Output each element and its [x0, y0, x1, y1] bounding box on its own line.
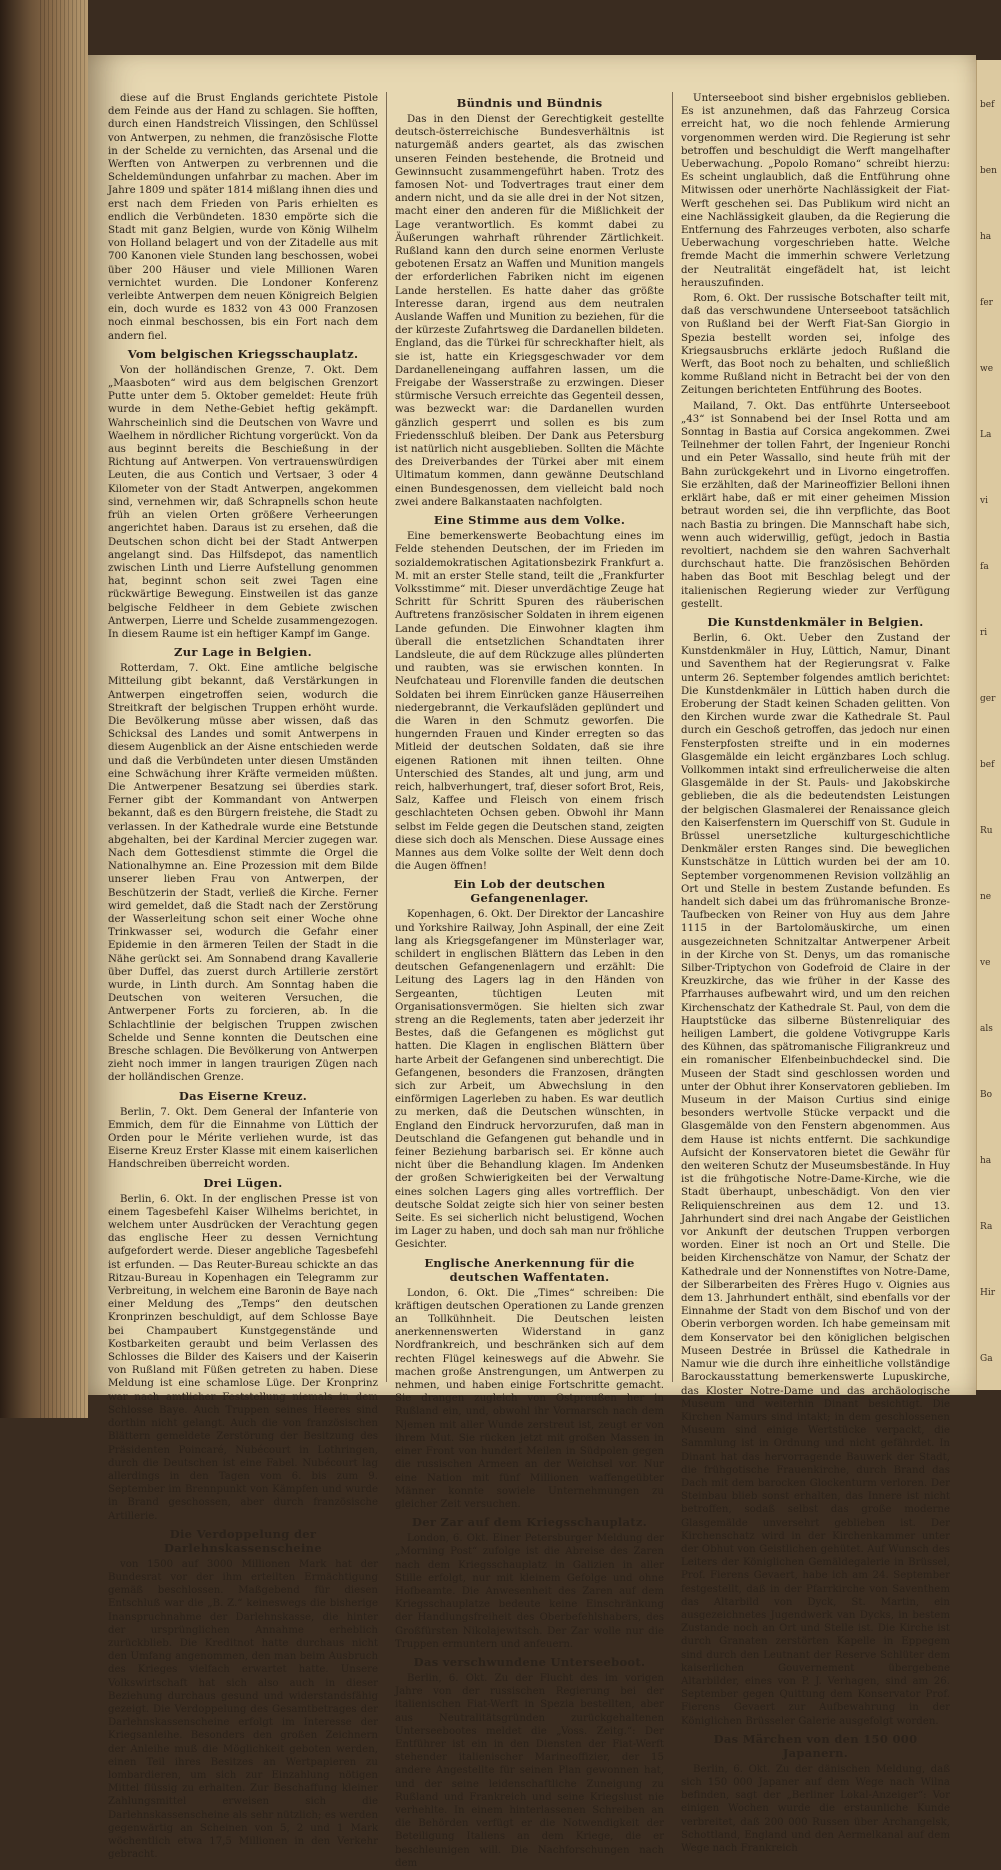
edge-fragment: als	[980, 1024, 993, 1034]
edge-fragment: La	[980, 430, 992, 440]
headline-zar: Der Zar auf dem Kriegsschauplatz.	[411, 1515, 648, 1530]
article-maerchen-japaner: Berlin, 6. Okt. Zu der dänischen Meldung, daß sich 150 000 Japaner auf dem Wege nach Wilna befinden, sagt der „Berliner Lokal-Anzeiger“: Vor einigen Wochen wurde die erstaunliche Kunde verbreitet, daß 200 000 Russen über Archangelsk, Schottland, England und den Aermelkanal auf dem Wege nach Frankreich	[681, 1763, 950, 1854]
headline-unterseeboot: Das verschwundene Unterseeboot.	[413, 1654, 646, 1669]
book-spine	[0, 0, 88, 1418]
article-kunstdenkmaeler: Berlin, 6. Okt. Ueber den Zustand der Kunstdenkmäler in Huy, Lüttich, Namur, Dinant und Saventhem hat der Regierungsrat v. Falke unterm 26. September folgendes amtlich berichtet: Die Kunstdenkmäler in Lüttich haben durch die Eroberung der Stadt keinen Schaden gelitten. Von den Kirchen wurde zwar die Kathedrale St. Paul durch ein Geschoß getroffen, das jedoch nur einen Fensterpfosten streifte und in ein modernes Glasgemälde ein leicht ergänzbares Loch schlug. Vollkommen intakt sind erfreulicherweise die alten Glasgemälde in der St. Pauls- und Jakobskirche geblieben, die als die bedeutendsten Leistungen der belgischen Glasmalerei der Renaissance gleich den Kaiserfenstern im Querschiff von St. Gudule in Brüssel unersetzliche kulturgeschichtliche Denkmäler ersten Ranges sind. Die beweglichen Kunstschätze in Lüttich wurden bei der am 10. September vorgenommenen Revision vollzählig an Ort und Stelle in bestem Zustande befunden. Es handelt sich dabei um das frühromanische Bronze-Taufbecken von Reiner von Huy aus dem Jahre 1115 in der Bartolomäuskirche, um einen ausgezeichneten Schnitzaltar Antwerpener Arbeit in der Kirche von St. Denys, um das romanische Silber-Triptychon von Godefroid de Claire in der Kreuzkirche, das wie früher in der Kasse des Pfarrhauses aufbewahrt wird, und um den reichen Kirchenschatz der Kathedrale St. Paul, von dem die Hauptstücke das silberne Büstenreliquiar des heiligen Lambert, die goldene Votivgruppe Karls des Kühnen, das spätromanische Filigrankreuz und ein romanischer Elfenbeinbuchdeckel sind. Die Museen der Stadt sind geschlossen worden und unter der Obhut ihrer Konservatoren geblieben. Im Museum in der Maison Curtius sind einige besonders wertvolle Stücke verpackt und die Glasgemälde von den Fenstern abgenommen. Aus dem Hause ist nichts entfernt. Die sachkundige Aufsicht der Konservatoren bietet die Gewähr für den weiteren Schutz der Museumsbestände. In Huy ist die frühgotische Notre-Dame-Kirche, wie die Stadt überhaupt, unbeschädigt. Von den vier Reliquienschreinen aus dem 12. und 13. Jahrhundert sind drei nach Angabe der Geistlichen vor Ankunft der deutschen Truppen verborgen worden. Einer ist noch an Ort und Stelle. Die beiden Kirchenschätze von Namur, der Schatz der Kathedrale und der Nonnenstiftes von Notre-Dame, der Silberarbeiten des Frères Hugo v. Oignies aus dem 13. Jahrhundert enthält, sind ebenfalls vor der Einnahme der Stadt von dem Bischof und von der Oberin verborgen worden. Ich habe gemeinsam mit dem Konservator bei den königlichen belgischen Museen Destrée in Brüssel die Kathedrale in Namur wie die durch ihre einheitliche vollständige Barockausstattung bemerkenswerte Lupuskirche, das Kloster Notre-Dame und das archäologische Museum und weiterhin Dinant besichtigt. Die Kirchen Namurs sind intakt; in dem geschlossenen Museum sind einige Wertstücke verpackt, die Sammlung ist in Ordnung und nicht gefährdet. In Dinant hat das hervorragende Bauwerk der Stadt, die frühgotische Frauenkirche, durch Brand das Dach mit dem barocken Glockenturm verloren. Der Steinbau blieb sonst erhalten, das Innere ist nicht betroffen, sodaß selbst das große moderne Glasgemälde unversehrt geblieben ist. Der Kirchenschatz wird in der Kirchenkammer unter der Obhut von Geistlichen gehütet. Auf Wunsch des Leiters der Königlichen Gemäldegalerie in Brüssel, Prof. Fierens Gevaert, habe ich am 24. September festgestellt, daß in der Pfarrkirche von Saventhem das Altarbild von Dyck, St. Martin, ein ausgezeichnetes Jugendwerk van Dycks, in bestem Zustande noch an Ort und Stelle ist. Die Kirche ist durch Granaten zerstörten Kapelle in Eppegem sind durch den Leutnant der Reserve Schlüter dem kaiserlichen Gouvernement übergebene Altarbilder, eines von P. J. Verhagen, sind am 26. September gegen Quittung dem Konservator Prof. Fierens Gevaert zur Aufbewahrung in der Königlichen Brüsseler Galerie ausgefolgt worden.	[681, 632, 950, 1727]
headline-verdoppelung: Die Verdoppelung der Darlehnskassenscheine	[164, 1526, 322, 1555]
edge-fragment: ger	[980, 694, 996, 704]
headline-maerchen-japaner: Das Märchen von den 150 000 Japanern.	[713, 1731, 918, 1760]
edge-fragment: ben	[980, 166, 997, 176]
edge-fragment: ha	[980, 1156, 992, 1166]
edge-fragment: fer	[980, 298, 993, 308]
next-page-edge	[976, 60, 1001, 1390]
headline-lage-belgien: Zur Lage in Belgien.	[174, 645, 312, 660]
article-rom: Rom, 6. Okt. Der russische Botschafter teilt mit, daß das verschwundene Unterseeboot tatsächlich von Rußland bei der Werft Fiat-San Giorgio in Spezia bestellt worden sei, infolge des Kriegsausbruchs erklärte jedoch Rußland die Werft, das Boot noch zu behalten, und schließlich komme Rußland nicht in Betracht bei der von den Zeitungen berichteten Entführung des Bootes.	[681, 293, 950, 397]
article-buendnis: Das in den Dienst der Gerechtigkeit gestellte deutsch-österreichische Bundesverhältnis ist naturgemäß anders geartet, als das zwischen unseren Feinden bestehende, die Brotneid und Gewinnsucht zusammengeführt haben. Trotz des famosen Not- und Todvertrages traut einer dem andern nicht, und da sie alle drei in der Not sitzen, macht einer den anderen für die Mißlichkeit der Lage verantwortlich. Es kommt dabei zu Äußerungen wahrhaft rührender Zärtlichkeit. Rußland kann den durch seine enormen Verluste gebotenen Ersatz an Waffen und Munition mangels der erforderlichen Fabriken nicht im eigenen Lande herstellen. Es hatte daher das größte Interesse daran, irgend aus dem neutralen Auslande Waffen und Munition zu beziehen, für die der kürzeste Zufahrtsweg die Dardanellen bildeten. England, das die Türkei für schreckhafter hielt, als sie ist, hatte ein Kriegsgeschwader vor dem Dardanelleneingang auffahren lassen, um die Freigabe der Wasserstraße zu erzwingen. Dieser stürmische Versuch erreichte das Gegenteil dessen, was bezweckt war: die Dardanellen wurden gänzlich gesperrt und sollen es bis zum Friedensschluß bleiben. Der Dank aus Petersburg ist natürlich nicht ausgeblieben. Sollten die Mächte des Dreiverbandes der Türkei aber mit einem Ultimatum kommen, dann gewänne Deutschland einen Bundesgenossen, dem vielleicht bald noch zwei andere Balkanstaaten nachfolgten.	[395, 114, 664, 508]
edge-fragment: fa	[980, 562, 989, 572]
article-eiserne-kreuz: Berlin, 7. Okt. Dem General der Infanterie von Emmich, dem für die Einnahme von Lüttich der Orden pour le Mérite verliehen wurde, ist das Eiserne Kreuz Erster Klasse mit einem kaiserlichen Handschreiben überreicht worden.	[108, 1106, 378, 1171]
edge-fragment: Ga	[980, 1354, 993, 1364]
headline-kriegsschauplatz: Vom belgischen Kriegsschauplatz.	[127, 346, 359, 361]
article-anerkennung: London, 6. Okt. Die „Times“ schreiben: Die kräftigen deutschen Operationen zu Lande grenzen an Tollkühnheit. Die Deutschen leisten anerkennenswerten Widerstand in ganz Nordfrankreich, und beschränken sich auf dem rechten Flügel keineswegs auf die Abwehr. Sie machen große Anstrengungen, um Antwerpen zu nehmen, und haben einige Fortschritte gemacht. Sie drangen zugleich von Ostpreußen her in Rußland ein, und, obwohl ihr Vormarsch nach dem Njemen mit aller Wunde zerstreut ist, zeugt er von ihrem Mut. Sie rücken jetzt mit großen Massen in einer Front von hundert Meilen in Südpolen gegen die russischen Armeen an der Weichsel vor. Nur eine Nation mit fünf Millionen waffengeübter Männer konnte sowiele Unternehmungen zu gleicher Zeit versuchen.	[395, 1287, 664, 1510]
edge-fragment: Hir	[980, 1288, 996, 1298]
article-verdoppelung: von 1500 auf 3000 Millionen Mark hat der Bundesrat vor der ihm erteilten Ermächtigung gemäß beschlossen. Maßgebend für diesen Entschluß war die „B. Z.“ keineswegs die bisherige Inanspruchnahme der Darlehnskasse, die hinter der ursprünglichen Annahme erheblich zurückblieb. Die Kreditnot hatte durchaus nicht den Umfang angenommen, den man beim Ausbruch des Krieges vielfach erwartet hatte. Unsere Volkswirtschaft hat sich also auch in dieser Beziehung durchaus gesund und widerstandsfähig gezeigt. Die Verdoppelung des Gesamtbetrages der Darlehnskassenscheine erfolgt im Interesse der Kriegsanleihe. Besonders den großen Zeichnern der Anleihe muß die Möglichkeit geboten werden, einen Teil ihres Besitzes an Wertpapieren zu lombardieren, um sich zur Einzahlung nötigen Mittel flüssig zu erhalten. Zur Beschaffung kleiner Zahlungsmittel erweisen sich die Darlehnskassenscheine als sehr nützlich; es werden gegenwärtig an Scheinen von 5, 2 und 1 Mark wöchentlich etwa 17,5 Millionen in den Verkehr gebracht.	[108, 1558, 378, 1861]
article-zar: London, 6. Okt. Einer Petersburger Meldung der „Morning Post“ zufolge ist die Abreise des Zaren nach dem Kriegsschauplatz in Galizien in aller Stille erfolgt, nur mit kleinem Gefolge und ohne Hofbeamte. Die Anwesenheit des Zaren auf dem Kriegsschauplatze bedeute keine Einschränkung der Handlungsfreiheit des Oberbefehlshabers, des Großfürsten Nikolajewitsch. Der Zar wolle nur die Truppen ermuntern und anfeuern.	[395, 1533, 664, 1650]
column-2	[386, 92, 672, 1869]
headline-anerkennung: Englische Anerkennung für die deutschen Waffentaten.	[424, 1255, 635, 1284]
article-antwerpen-history: diese auf die Brust Englands gerichtete Pistole dem Feinde aus der Hand zu schlagen. Sie hofften, durch einen Handstreich Vlissingen, den Schlüssel von Antwerpen, zu nehmen, die französische Flotte in der Schelde zu vernichten, das Arsenal und die Werften von Antwerpen zu verbrennen und die Scheldemündungen unfahrbar zu machen. Aber im Jahre 1809 und später 1814 mißlang ihnen dies und erst nach dem Frieden von Paris erhielten es endlich die Verbündeten. 1830 empörte sich die Stadt mit ganz Belgien, wurde von König Wilhelm von Holland belagert und von der Zitadelle aus mit 700 Kanonen viele Stunden lang beschossen, wobei über 200 Häuser und viele Millionen Waren vernichtet wurden. Die Londoner Konferenz verleibte Antwerpen dem neuen Königreich Belgien ein, doch wurde es 1832 von 43 000 Franzosen noch einmal beschossen, bis ein Fort nach dem andern fiel.	[108, 93, 378, 342]
edge-fragment: we	[980, 364, 994, 374]
article-unterseeboot-cont: Unterseeboot sind bisher ergebnislos geblieben. Es ist anzunehmen, daß das Fahrzeug Corsica erreicht hat, wo die noch fehlende Armierung vorgenommen werden wird. Die Regierung ist sehr betroffen und beschuldigt die Werft mangelhafter Ueberwachung. „Popolo Romano“ schreibt hierzu: Es scheint unglaublich, daß die Entführung ohne Mitwissen oder unerhörte Nachlässigkeit der Fiat-Werft geschehen sei. Das Publikum wird nicht an eine Nachlässigkeit glauben, da die Regierung die Entfernung des Fahrzeuges verboten, also scharfe Ueberwachung vorgeschrieben hatte. Welche fremde Macht die immerhin schwere Verletzung der Neutralität eingefädelt hat, ist leicht herauszufinden.	[681, 93, 950, 289]
article-columns	[100, 92, 960, 1869]
article-drei-luegen: Berlin, 6. Okt. In der englischen Presse ist von einem Tagesbefehl Kaiser Wilhelms berichtet, in welchem unter Ausdrücken der Verachtung gegen das englische Heer zu dessen Vernichtung aufgefordert werde. Dieser angebliche Tagesbefehl ist erfunden. — Das Reuter-Bureau schickte an das Ritzau-Bureau in Kopenhagen ein Telegramm zur Verbreitung, in welchem eine Baronin de Baye nach einer Meldung des „Temps“ den deutschen Kronprinzen beschuldigt, auf dem Schlosse Baye bei Champaubert Kunstgegenstände und Kostbarkeiten geraubt und beim Verlassen des Schlosses die Bilder des Kaisers und der Kaiserin von Rußland mit Füßen getreten zu haben. Diese Meldung ist eine schamlose Lüge. Der Kronprinz war nach amtlicher Feststellung niemals in dem Schlosse Baye. Auch Truppen seines Heeres sind dorthin nicht gelangt. Auch die von französischen Blättern gemeldete Zerstörung der Besitzung des Präsidenten Poincaré, Nubécourt in Lothringen, durch die Deutschen ist eine Fabel. Nubécourt lag allerdings in den Tagen vom 6. bis zum 9. September im Brennpunkt von Kämpfen und wurde in Brand geschossen, aber durch französische Artillerie.	[108, 1193, 378, 1522]
article-unterseeboot: Berlin, 6. Okt. Zu der Flucht des im vorigen Jahre von der russischen Regierung bei der italienischen Fiat-Werft in Spezia bestellten, aber aus Neutralitätsgründen zurückgehaltenen Unterseebootes meldet die „Voss. Zeitg.“: Der Entführer ist ein in den Diensten der Fiat-Werft stehender italienischer Marineoffizier, der 15 andere Angestellte für seinen Plan gewonnen hat, und der seine leidenschaftliche Zuneigung zu Rußland und Frankreich und seine Kriegslust nie verhehlte. In einem hinterlassenen Schreiben an die Behörden verfügt er die Notwendigkeit der Beteiligung Italiens an dem Kriege, die er beschleunigen will. Die Nachforschungen nach dem	[395, 1672, 664, 1869]
edge-fragment: vi	[980, 496, 988, 506]
edge-fragment: Ru	[980, 826, 993, 836]
headline-gefangenenlager: Ein Lob der deutschen Gefangenenlager.	[453, 877, 606, 906]
edge-fragment: bef	[980, 100, 995, 110]
headline-eiserne-kreuz: Das Eiserne Kreuz.	[178, 1088, 308, 1103]
edge-fragment: ri	[980, 628, 988, 638]
article-kriegsschauplatz: Von der holländischen Grenze, 7. Okt. Dem „Maasboten“ wird aus dem belgischen Grenzort Putte unter dem 5. Oktober gemeldet: Heute früh wurde in dem Nethe-Gebiet heftig gekämpft. Wahrscheinlich sind die Deutschen von Wavre und Waelhem in nördlicher Richtung vorgerückt. Von da aus beginnt bereits die Beschießung in der Richtung auf Antwerpen. Von vertrauenswürdigen Leuten, die aus Contich und Vertsaer, 3 oder 4 Kilometer von der Stadt Antwerpen, angekommen sind, vernehmen wir, daß Schrapnells schon heute früh an vielen Orten größere Verheerungen angerichtet haben. Daraus ist zu ersehen, daß die Deutschen schon dicht bei der Stadt Antwerpen angelangt sind. Das Hilfsdepot, das namentlich zwischen Linth und Lierre Aufstellung genommen hat, beginnt schon seit zwei Tagen eine rückwärtige Bewegung. Einstweilen ist das ganze belgische Feldheer in dem Gebiete zwischen Antwerpen, Lierre und Schelde zusammengezogen. In diesem Raume ist ein heftiger Kampf im Gange.	[108, 364, 378, 640]
edge-fragment: ha	[980, 232, 992, 242]
article-stimme-volk: Eine bemerkenswerte Beobachtung eines im Felde stehenden Deutschen, der im Frieden im sozialdemokratischen Agitationsbezirk Frankfurt a. M. mit an erster Stelle stand, teilt die „Frankfurter Volksstimme“ mit. Dieser unverdächtige Zeuge hat Schritt für Schritt Spuren des räuberischen Auftretens französischer Soldaten in ihrem eigenen Lande gefunden. Die Einwohner klagten ihm überall die entsetzlichen Schandtaten ihrer Landsleute, die auf dem Rückzuge alles plünderten und raubten, was sie erwischen konnten. In Neufchateau und Florenville fanden die deutschen Soldaten bei ihrem Einrücken ganze Häuserreihen niedergebrannt, die Verkaufsläden geplündert und die Waren in den Schmutz geworfen. Die hungernden Frauen und Kinder erregten so das Mitleid der deutschen Soldaten, daß sie ihre eigenen Rationen mit ihnen teilten. Ohne Unterschied des Standes, alt und jung, arm und reich, halbverhungert, traf, dieser sofort Brot, Reis, Salz, Kaffee und Fleisch von einem frisch geschlachteten Ochsen geben. Obwohl ihr Mann selbst im Felde gegen die Deutschen stand, zeigten diese sich doch als Menschen. Diese Aussage eines Mannes aus dem Volke sollte der Welt denn doch die Augen öffnen!	[395, 531, 664, 873]
article-lage-belgien: Rotterdam, 7. Okt. Eine amtliche belgische Mitteilung gibt bekannt, daß Verstärkungen in Antwerpen eingetroffen seien, wodurch die Streitkraft der belgischen Truppen erhöht wurde. Die Bevölkerung müsse aber wissen, daß das Schicksal des Landes und somit Antwerpens in diesem Augenblick an der Aisne entschieden werde und daß die Verbündeten unter diesen Umständen eine Schwächung ihrer Kräfte vermeiden müßten. Die Antwerpener Besatzung sei überdies stark. Ferner gibt der Kommandant von Antwerpen bekannt, daß es den Bürgern freistehe, die Stadt zu verlassen. In der Kathedrale wurde eine Betstunde abgehalten, bei der Kardinal Mercier zugegen war. Nach dem Gottesdienst stimmte die Orgel die Nationalhymne an. Eine Prozession mit dem Bilde unserer lieben Frau von Antwerpen, der Beschützerin der Stadt, verließ die Kirche. Ferner wird gemeldet, daß die Stadt nach der Zerstörung der Wasserleitung schon seit einer Woche ohne Trinkwasser sei, wodurch die Gefahr einer Epidemie in den ärmeren Teilen der Stadt in die Nähe gerückt sei. Am Sonnabend drang Kavallerie über Duffel, das zuerst durch Artillerie zerstört wurde, in Linth durch. Am Sonntag haben die Deutschen von weiteren Versuchen, die Antwerpener Forts zu forcieren, ab. In die Schlachtlinie der belgischen Truppen zwischen Schelde und Senne konnten die Deutschen eine Bresche schlagen. Die Bevölkerung von Antwerpen zieht noch immer in langen traurigen Zügen nach der holländischen Grenze.	[108, 663, 378, 1084]
edge-fragment: ve	[980, 958, 991, 968]
article-gefangenenlager: Kopenhagen, 6. Okt. Der Direktor der Lancashire und Yorkshire Railway, John Aspinall, der eine Zeit lang als Kriegsgefangener im Münsterlager war, schildert in englischen Blättern das Leben in den deutschen Gefangenenlagern und erzählt: Die Leitung des Lagers lag in den Händen von Sergeanten, tüchtigen Leuten mit Organisationsvermögen. Sie hielten sich zwar streng an die Reglements, taten aber jederzeit ihr Bestes, daß die Gefangenen es möglichst gut hatten. Die Klagen in englischen Blättern über harte Arbeit der Gefangenen sind unberechtigt. Die Gefangenen, besonders die Franzosen, drängten sich zur Arbeit, um Abwechslung in den einförmigen Lagerleben zu haben. Es war deutlich zu merken, daß die Deutschen wünschten, in England den Eindruck hervorzurufen, daß man in Deutschland die Gefangenen gut behandle und in feiner Beziehung barbarisch sei. Er könne auch nicht über die Behandlung klagen. Im Andenken der großen Schwierigkeiten bei der Verwaltung eines solchen Lagers ging alles vortrefflich. Der deutsche Soldat zeigte sich hier von seiner besten Seite. Es sei sicherlich nicht belustigend, Wochen im Lager zu haben, und doch sah man nur fröhliche Gesichter.	[395, 909, 664, 1251]
edge-fragment: bef	[980, 760, 995, 770]
column-1	[100, 92, 386, 1861]
edge-fragment: Bo	[980, 1090, 993, 1100]
article-mailand: Mailand, 7. Okt. Das entführte Unterseeboot „43“ ist Sonnabend bei der Insel Rotta und am Sonntag in Bastia auf Corsica angekommen. Zwei Teilnehmer der tollen Fahrt, der Ingenieur Ronchi und ein Peter Wassallo, sind heute früh mit der Bahn zurückgekehrt und in Livorno eingetroffen. Sie erzählten, daß der Marineoffizier Belloni ihnen erklärt habe, daß er mit einer geheimen Mission betraut worden sei, die ihn verpflichte, das Boot nach Bastia zu bringen. Die Mannschaft habe sich, wenn auch widerwillig, gefügt, jedoch in Bastia revoltiert, nachdem sie den wahren Sachverhalt durchschaut hatte. Die französischen Behörden haben das Boot mit Beschlag belegt und der italienischen Regierung wieder zur Verfügung gestellt.	[681, 400, 950, 610]
edge-fragment: Ra	[980, 1222, 993, 1232]
headline-stimme-volk: Eine Stimme aus dem Volke.	[433, 513, 626, 528]
column-3	[672, 92, 958, 1854]
edge-fragment: ne	[980, 892, 992, 902]
headline-buendnis: Bündnis und Bündnis	[456, 96, 603, 110]
headline-kunstdenkmaeler: Die Kunstdenkmäler in Belgien.	[707, 614, 924, 629]
headline-drei-luegen: Drei Lügen.	[203, 1175, 283, 1190]
